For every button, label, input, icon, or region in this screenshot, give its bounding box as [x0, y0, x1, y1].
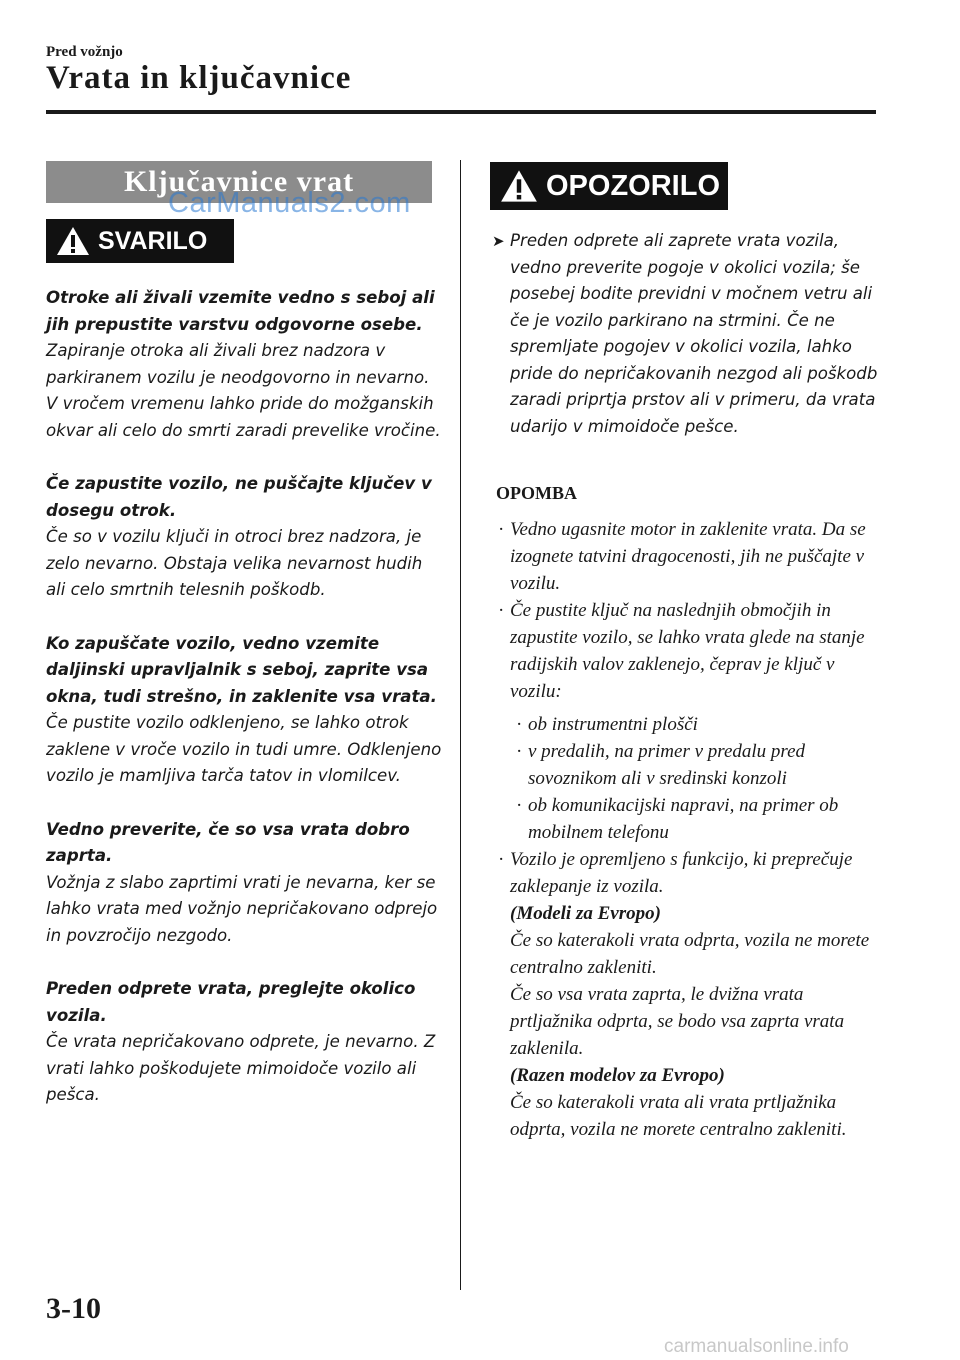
warning-text: Če vrata nepričakovano odprete, je nevarno. Z vrati lahko poškodujete mimoidoče vozilo ali pešca.	[46, 1032, 436, 1104]
note-paragraph: Če so katerakoli vrata odprta, vozila ne morete centralno zakleniti.	[510, 930, 870, 978]
warning-triangle-icon	[56, 226, 90, 256]
caution-badge	[490, 162, 728, 210]
header-section: Pred vožnjo	[46, 44, 123, 60]
warning-item	[46, 471, 446, 604]
page-title: Vrata in ključavnice	[46, 60, 352, 96]
column-divider	[460, 160, 461, 1290]
warning-text: Vožnja z slabo zaprtimi vrati je nevarna, ker se lahko vrata med vožnjo nepričakovano odprejo in povzročijo nezgodo.	[46, 872, 438, 945]
warning-heading: Otroke ali živali vzemite vedno s seboj ali jih prepustite varstvu odgovorne osebe.	[46, 288, 435, 334]
caution-item	[490, 228, 880, 440]
bullet-dot-icon: ·	[516, 795, 523, 816]
warning-list	[46, 285, 446, 1136]
caution-text: Preden odprete ali zaprete vrata vozila, vedno preverite pogoje v okolici vozila; še posebej bodite previdni v močnem vetru ali če je vozilo parkirano na strmini. Če ne spremljate pogojev v okolici vozila, lahko pride do nepričakovanih nezgod ali poškodb zaradi priprtja prstov ali v primeru, da vrata udarijo v mimoidoče pešce.	[510, 231, 878, 436]
warning-heading: Ko zapuščate vozilo, vedno vzemite daljinski upravljalnik s seboj, zaprite vsa okna, tudi strešno, in zaklenite vsa vrata.	[46, 633, 437, 706]
warning-badge-label: SVARILO	[98, 226, 208, 255]
note-sub-bullet	[496, 792, 886, 846]
note-bullet	[496, 846, 886, 900]
bullet-dot-icon: ·	[516, 714, 523, 735]
model-heading: (Razen modelov za Evropo)	[510, 1065, 725, 1086]
note-sub-bullet	[496, 738, 886, 792]
caution-text-block	[490, 228, 880, 440]
warning-item	[46, 631, 446, 790]
warning-item	[46, 285, 446, 444]
bullet-dot-icon: ·	[516, 741, 523, 762]
note-sub-bullet	[496, 711, 886, 738]
section-title: Ključavnice vrat	[46, 161, 432, 203]
bullet-dot-icon: ·	[498, 519, 505, 540]
bullet-dot-icon: ·	[498, 600, 505, 621]
warning-heading: Vedno preverite, če so vsa vrata dobro zaprta.	[46, 819, 410, 865]
warning-heading: Preden odprete vrata, preglejte okolico vozila.	[46, 979, 416, 1025]
note-list	[496, 516, 886, 1143]
note-title: OPOMBA	[496, 483, 577, 503]
note-bullet	[496, 516, 886, 597]
arrow-right-icon: ➤	[492, 232, 505, 250]
caution-badge-label: OPOZORILO	[546, 169, 720, 202]
warning-heading: Če zapustite vozilo, ne puščajte ključev v dosegu otrok.	[46, 474, 432, 520]
note-bullet	[496, 597, 886, 705]
model-heading: (Modeli za Evropo)	[510, 903, 661, 924]
note-text: Vedno ugasnite motor in zaklenite vrata. Da se izognete tatvini dragocenosti, jih ne puščajte v vozilu.	[510, 519, 866, 594]
note-paragraph: Če so katerakoli vrata ali vrata prtljažnika odprta, vozila ne morete centralno zakleniti.	[510, 1092, 847, 1140]
warning-triangle-icon	[500, 169, 538, 203]
bullet-dot-icon: ·	[498, 849, 505, 870]
note-paragraph: Če so vsa vrata zaprta, le dvižna vrata prtljažnika odprta, se bodo vsa zaprta vrata zaklenila.	[510, 984, 845, 1059]
note-text: Če pustite ključ na naslednjih območjih in zapustite vozilo, se lahko vrata glede na stanje radijskih valov zaklenejo, čeprav je ključ v vozilu:	[510, 600, 865, 702]
note-sub-text: v predalih, na primer v predalu pred sovoznikom ali v sredinski konzoli	[528, 741, 806, 789]
watermark: CarManuals2.com	[168, 187, 411, 219]
footer-watermark: carmanualsonline.info	[664, 1336, 849, 1357]
note-text: Vozilo je opremljeno s funkcijo, ki preprečuje zaklepanje iz vozila.	[510, 849, 853, 897]
note-sub-text: ob komunikacijski napravi, na primer ob mobilnem telefonu	[528, 795, 839, 843]
warning-text: Zapiranje otroka ali živali brez nadzora v parkiranem vozilu je neodgovorno in nevarno. V vročem vremenu lahko pride do možganskih okvar ali celo do smrti zaradi prevelike vročine.	[46, 341, 441, 440]
note-sub-text: ob instrumentni plošči	[528, 714, 698, 735]
warning-text: Če pustite vozilo odklenjeno, se lahko otrok zaklene v vroče vozilo in tudi umre. Odklenjeno vozilo je mamljiva tarča tatov in vlomilcev.	[46, 713, 442, 785]
warning-badge	[46, 219, 234, 263]
warning-item	[46, 976, 446, 1109]
page-number: 3-10	[46, 1292, 101, 1325]
warning-text: Če so v vozilu ključi in otroci brez nadzora, je zelo nevarno. Obstaja velika nevarnost hudih ali celo smrtnih telesnih poškodb.	[46, 527, 423, 599]
warning-item	[46, 817, 446, 950]
header-rule	[46, 110, 876, 114]
